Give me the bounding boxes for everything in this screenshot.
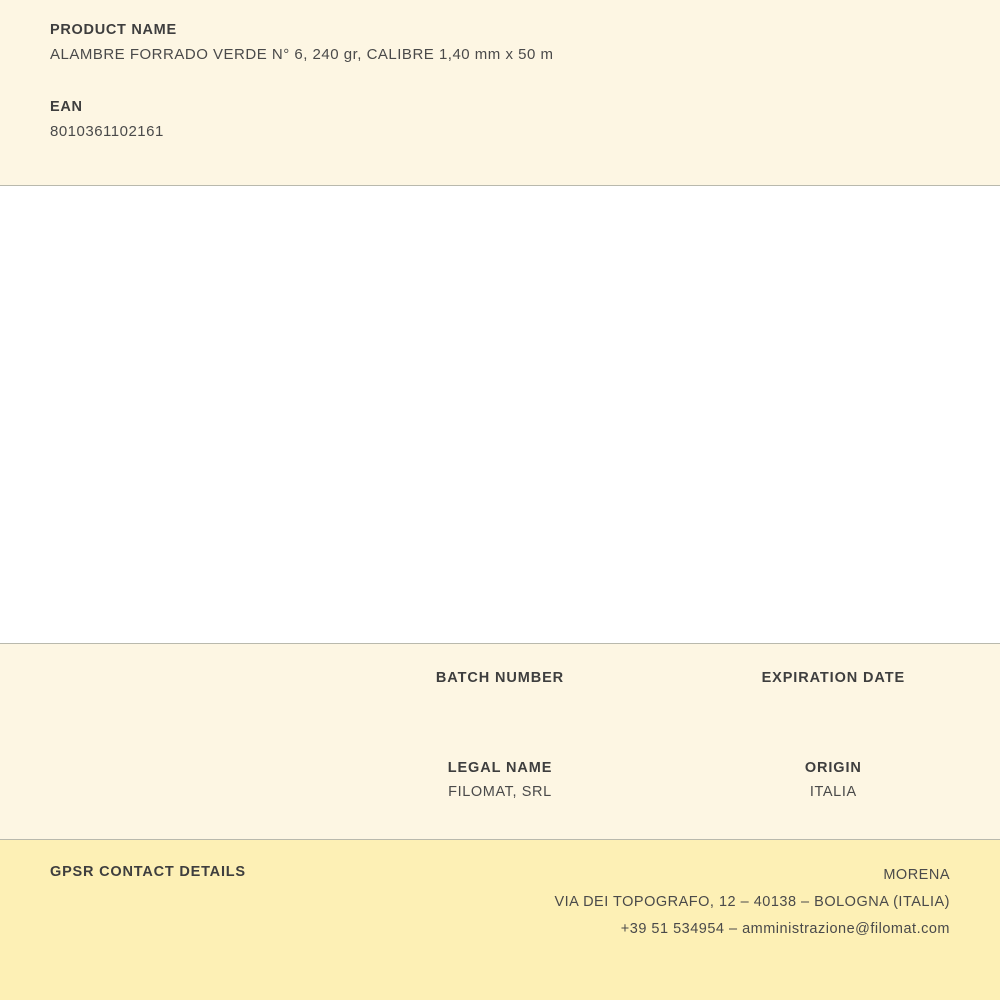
spacer <box>50 63 950 99</box>
origin-cell <box>667 760 1000 800</box>
company-name: MORENA <box>883 867 950 883</box>
batch-number-cell <box>333 670 666 694</box>
expiration-date-label: EXPIRATION DATE <box>761 670 906 686</box>
row-spacer-left <box>0 670 333 694</box>
origin-label: ORIGIN <box>804 760 862 776</box>
product-name-label: PRODUCT NAME <box>50 22 177 38</box>
batch-details-section <box>0 644 1000 840</box>
blank-content-area <box>0 186 1000 644</box>
legal-origin-row <box>0 760 1000 800</box>
legal-name-label: LEGAL NAME <box>447 760 553 776</box>
company-address: VIA DEI TOPOGRAFO, 12 – 40138 – BOLOGNA (ITALIA) <box>554 894 950 910</box>
legal-name-value: FILOMAT, SRL <box>448 784 552 800</box>
batch-expiration-row <box>0 670 1000 694</box>
origin-value: ITALIA <box>809 784 857 800</box>
gpsr-contact-section <box>0 840 1000 1000</box>
product-name-value: ALAMBRE FORRADO VERDE N° 6, 240 gr, CALIBRE 1,40 mm x 50 m <box>50 46 554 63</box>
gpsr-address-block <box>554 862 950 943</box>
expiration-date-cell <box>667 670 1000 694</box>
ean-label: EAN <box>50 99 83 115</box>
gpsr-contact-label: GPSR CONTACT DETAILS <box>50 864 246 880</box>
company-contact: +39 51 534954 – amministrazione@filomat.com <box>620 921 950 937</box>
batch-number-label: BATCH NUMBER <box>435 670 565 686</box>
ean-value: 8010361102161 <box>50 123 164 140</box>
legal-name-cell <box>333 760 666 800</box>
product-info-section <box>0 0 1000 186</box>
row-spacer-left-2 <box>0 760 333 800</box>
